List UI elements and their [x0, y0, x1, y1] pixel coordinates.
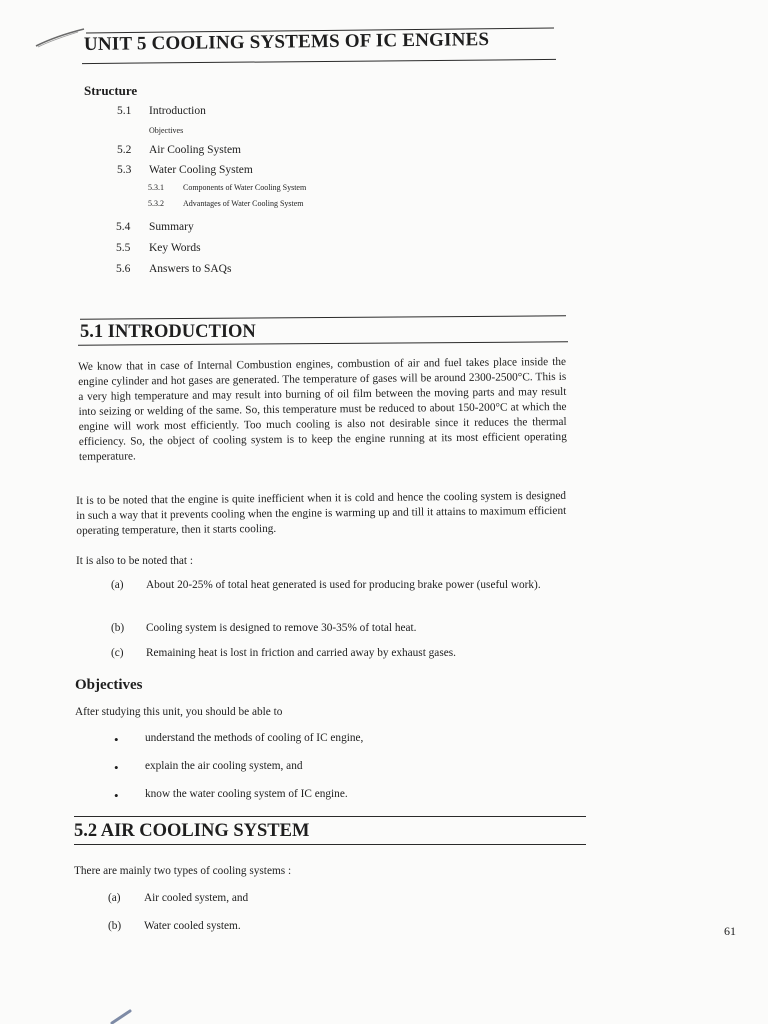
list-text: Water cooled system. [144, 920, 241, 932]
objective-text: understand the methods of cooling of IC engine, [145, 732, 364, 744]
section-rule-top [80, 315, 566, 319]
toc-label: Objectives [149, 126, 184, 135]
toc-number: 5.2 [117, 144, 132, 156]
toc-label: Components of Water Cooling System [183, 183, 307, 192]
air-cooling-intro: There are mainly two types of cooling systems : [74, 865, 292, 877]
toc-label: Answers to SAQs [149, 263, 232, 275]
list-marker: (c) [111, 647, 124, 659]
section-heading-air-cooling: 5.2 AIR COOLING SYSTEM [74, 821, 310, 841]
objective-text: know the water cooling system of IC engine. [145, 788, 348, 800]
toc-label: Advantages of Water Cooling System [183, 199, 304, 208]
section-rule-top [74, 816, 586, 817]
list-marker: (a) [111, 579, 124, 591]
bullet-icon: • [114, 760, 119, 775]
bullet-icon: • [114, 788, 119, 803]
toc-label: Air Cooling System [149, 144, 242, 156]
toc-number: 5.6 [116, 263, 131, 275]
intro-paragraph: It is also to be noted that : [76, 555, 194, 567]
objective-text: explain the air cooling system, and [145, 760, 303, 772]
toc-label: Introduction [149, 105, 206, 117]
toc-number: 5.1 [117, 105, 132, 117]
toc-label: Summary [149, 221, 194, 233]
objectives-intro: After studying this unit, you should be able to [75, 706, 283, 718]
list-text: Cooling system is designed to remove 30-35% of total heat. [146, 622, 417, 634]
page-number: 61 [724, 924, 736, 938]
toc-number: 5.3.1 [148, 183, 164, 192]
section-heading-introduction: 5.1 INTRODUCTION [80, 322, 256, 342]
pen-mark [34, 26, 86, 50]
unit-title: UNIT 5 COOLING SYSTEMS OF IC ENGINES [83, 29, 490, 55]
list-marker: (b) [108, 920, 122, 932]
structure-heading: Structure [84, 83, 138, 98]
list-text: Remaining heat is lost in friction and carried away by exhaust gases. [146, 647, 456, 659]
toc-label: Water Cooling System [149, 164, 253, 176]
intro-paragraph: It is to be noted that the engine is quite inefficient when it is cold and hence the cooling system is designed in such a way that it prevents cooling when the engine is warming up and till it attains to maximum efficient operating temperature, then it starts cooling. [76, 489, 567, 537]
toc-number: 5.3 [117, 164, 132, 176]
list-text: Air cooled system, and [144, 892, 249, 904]
bullet-icon: • [114, 732, 119, 747]
toc-number: 5.3.2 [148, 199, 164, 208]
list-text: About 20-25% of total heat generated is used for producing brake power (useful work). [146, 579, 541, 591]
pen-mark [110, 1008, 134, 1024]
toc-label: Key Words [149, 242, 201, 254]
section-rule-bottom [74, 844, 586, 845]
header-rule-bottom [82, 59, 556, 64]
toc-number: 5.5 [116, 242, 131, 254]
objectives-heading: Objectives [75, 677, 143, 693]
intro-paragraph: We know that in case of Internal Combustion engines, combustion of air and fuel takes place inside the engine cylinder and hot gases are generated. The temperature of gases will be around 2300-2500°C. This is a very high temperature and may result into burning of oil film between the moving parts and may result into seizing or welding of the same. So, this temperature must be reduced to about 150-200°C at which the engine will work most efficiently. Too much cooling is also not desirable since it reduces the thermal efficiency. So, the object of cooling system is to keep the engine running at its most efficient operating temperature. [78, 355, 567, 463]
list-marker: (b) [111, 622, 125, 634]
list-marker: (a) [108, 892, 121, 904]
toc-number: 5.4 [116, 221, 131, 233]
